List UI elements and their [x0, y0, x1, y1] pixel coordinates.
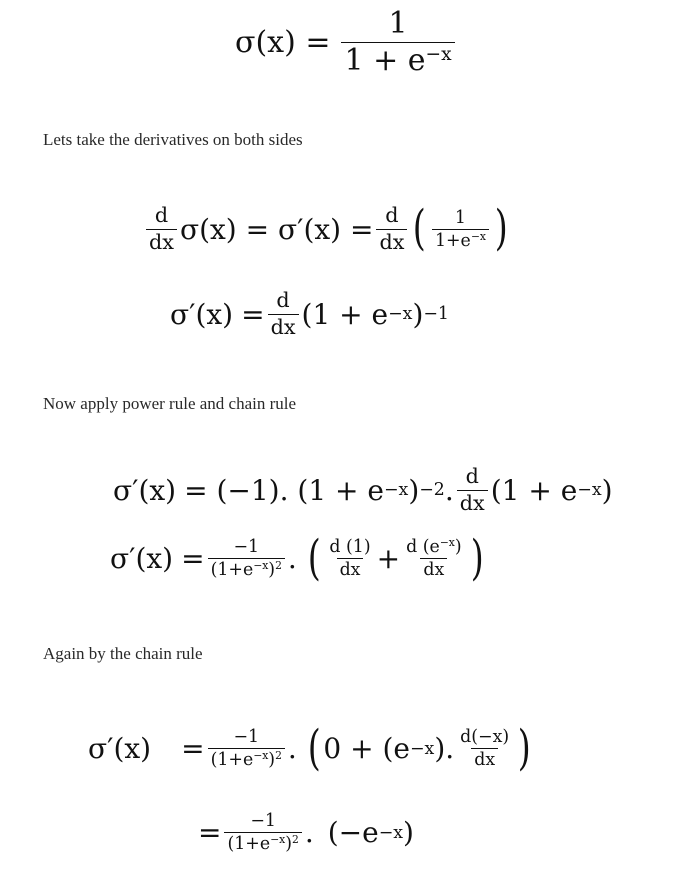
sigmoid-definition: [235, 8, 458, 76]
final-result-equation: = $\frac{-1}{(1+e^{-x})^2}$ . (−e −x ): [198, 811, 414, 855]
prose-line-3: Again by the chain rule: [43, 644, 203, 663]
chain-rule-equation-2: σ′(x) = $\frac{-1}{(1+e^{-x})^2}$ . ( 0 + (e −x ). $\frac{d(-x)}{dx}$ ): [88, 720, 531, 776]
eq1-fraction: $\frac{1}{1 + e^{-x}}$: [341, 8, 454, 76]
power-rule-equation: σ′(x) = (−1). (1 + e −x ) −2 . $\frac{d}{dx}$ (1 + e −x ): [113, 464, 613, 515]
derivative-equation-1: $\frac{d}{dx}$ σ(x) = σ′(x) = $\frac{d}{dx}$ ( $\frac{1}{1+e^{-x}}$ ): [143, 205, 511, 254]
derivative-equation-2: σ′(x) = $\frac{d}{dx}$ (1 + e −x ) −1: [170, 288, 449, 339]
prose-line-1: Lets take the derivatives on both sides: [43, 130, 303, 149]
eq1-lhs: σ(x) =: [235, 24, 331, 60]
chain-rule-equation-1: σ′(x) = $\frac{-1}{(1+e^{-x})^2}$ . ( $\frac{d (1)}{dx}$ + $\frac{d (e^{-x})}{dx}$ ): [110, 530, 484, 586]
prose-line-2: Now apply power rule and chain rule: [43, 394, 297, 413]
eq2-fraction: $\frac{1}{1+e^{-x}}$: [432, 209, 489, 250]
